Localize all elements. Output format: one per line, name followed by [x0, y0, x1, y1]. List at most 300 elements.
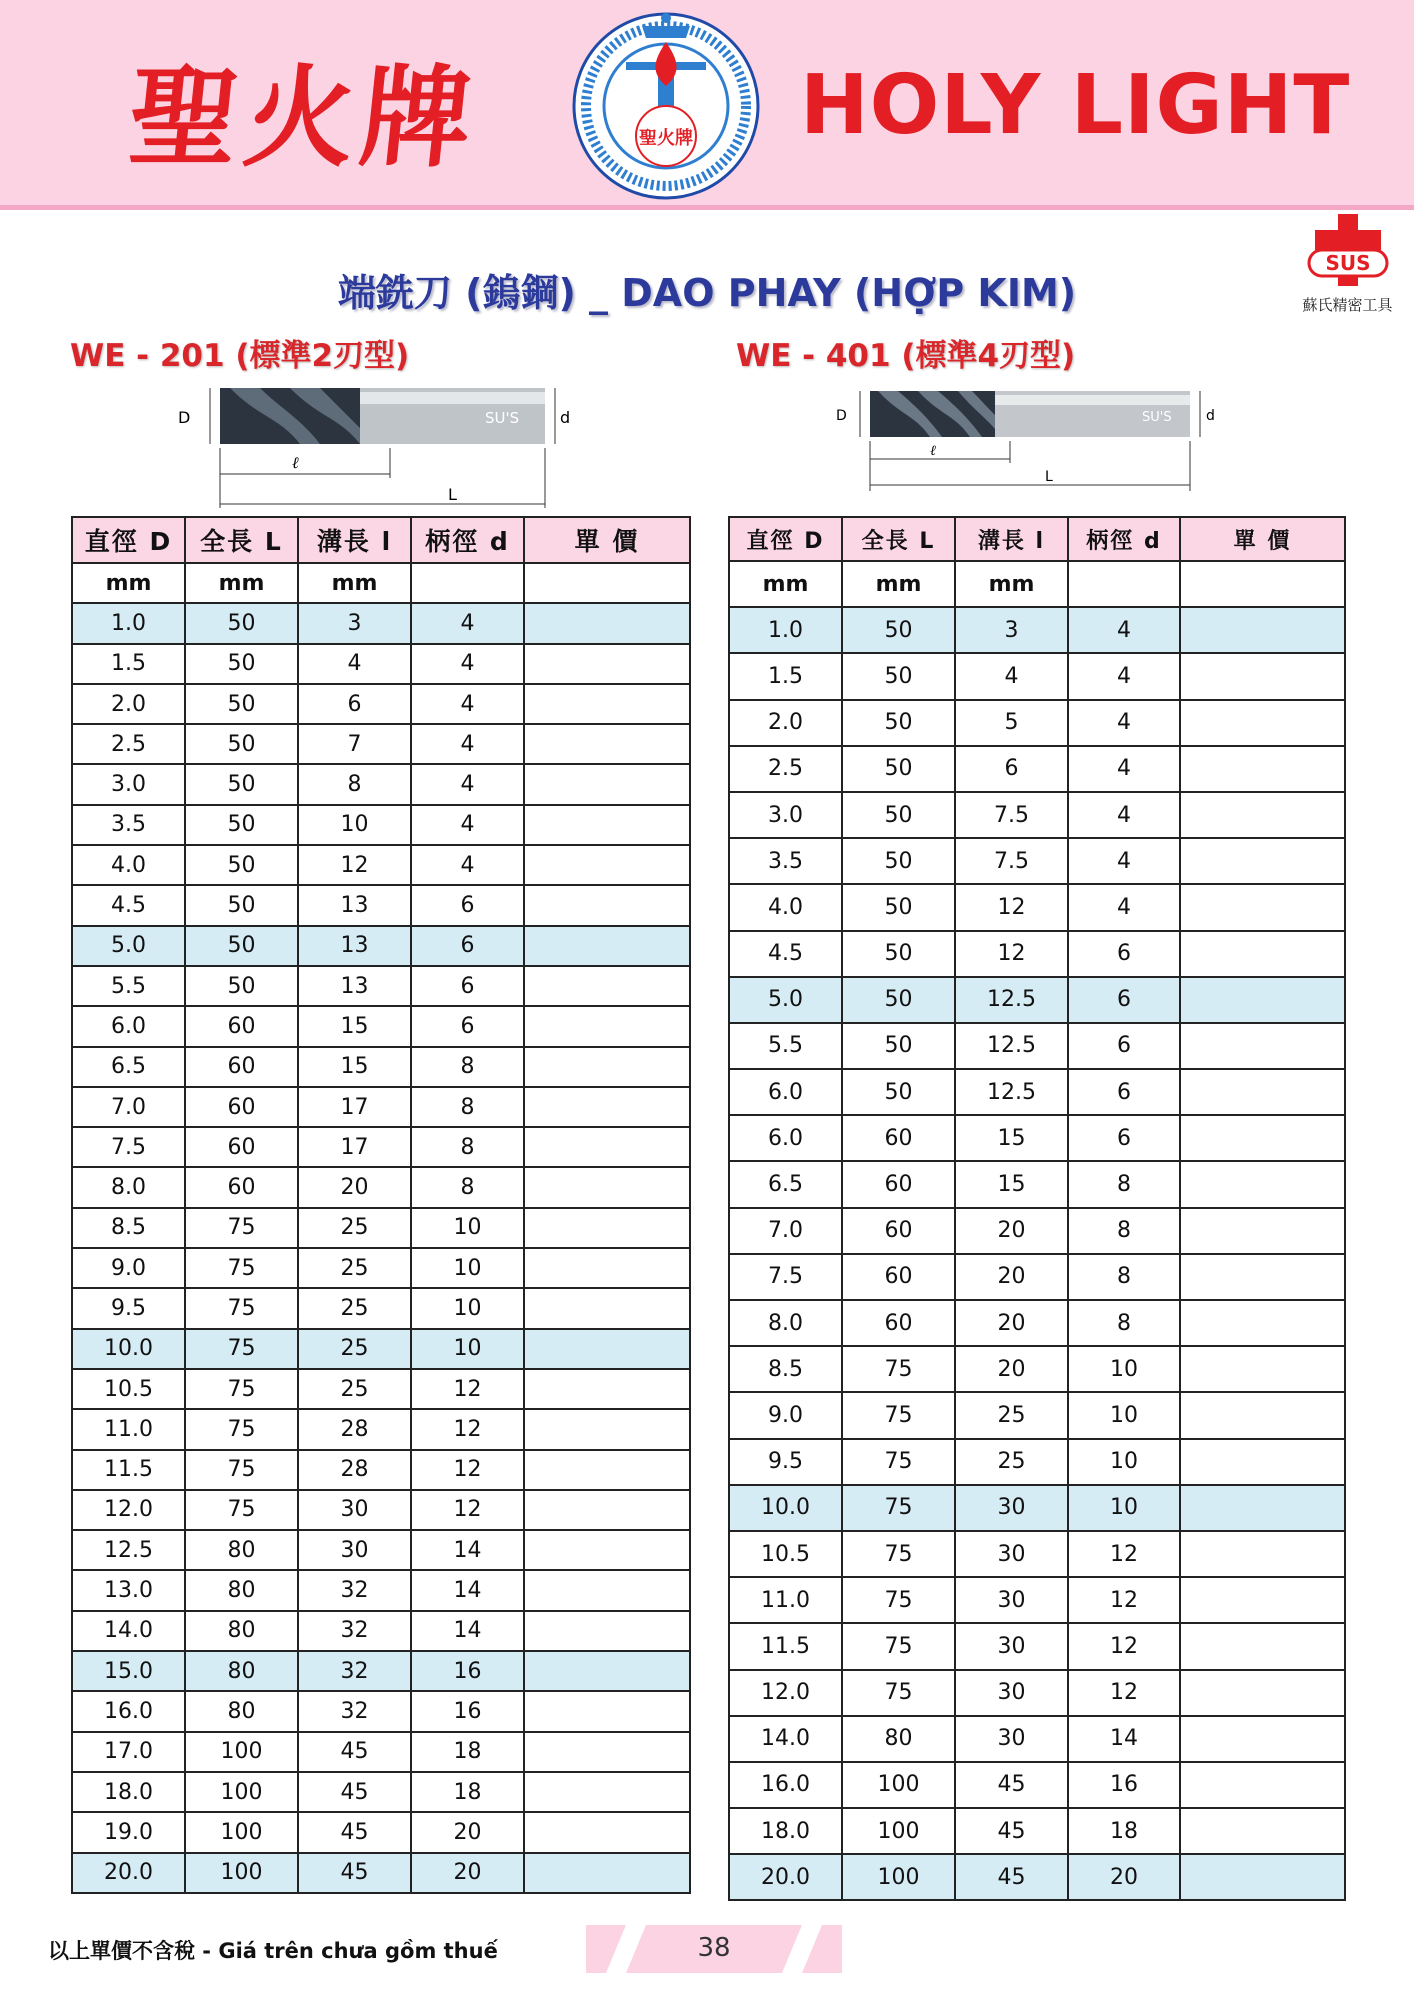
table-row: [729, 746, 1345, 792]
table-row: [72, 1288, 690, 1328]
price-cell: [1180, 607, 1345, 653]
dim-L-label: L: [448, 485, 457, 504]
length-cell: 60: [842, 1300, 955, 1346]
diameter-cell: 9.5: [729, 1439, 842, 1485]
table-row: [72, 885, 690, 925]
shank-cell: 4: [1068, 884, 1180, 930]
flute-length-cell: 12.5: [955, 1069, 1068, 1115]
table-row: [72, 1732, 690, 1772]
length-cell: 60: [185, 1047, 298, 1087]
brand-chinese-name: 聖火牌: [122, 53, 484, 182]
diameter-cell: 5.5: [729, 1023, 842, 1069]
unit-cell: mm: [842, 561, 955, 607]
shank-cell: 10: [411, 1248, 524, 1288]
flute-length-cell: 4: [955, 653, 1068, 699]
price-cell: [524, 1047, 690, 1087]
shank-cell: 4: [411, 805, 524, 845]
table-header-row: [72, 517, 690, 563]
flute-length-cell: 13: [298, 885, 411, 925]
we401-spec-table: [728, 516, 1346, 1901]
length-cell: 50: [185, 885, 298, 925]
flute-length-cell: 25: [298, 1288, 411, 1328]
shank-cell: 4: [411, 644, 524, 684]
shank-cell: 14: [411, 1611, 524, 1651]
length-cell: 50: [185, 805, 298, 845]
shank-cell: 14: [411, 1570, 524, 1610]
diameter-cell: 8.5: [72, 1208, 185, 1248]
diameter-cell: 16.0: [72, 1691, 185, 1731]
diameter-cell: 6.0: [72, 1006, 185, 1046]
shank-cell: 8: [411, 1127, 524, 1167]
brand-english-name: HOLY LIGHT: [800, 58, 1351, 153]
length-cell: 75: [185, 1248, 298, 1288]
price-cell: [524, 1208, 690, 1248]
diameter-cell: 13.0: [72, 1570, 185, 1610]
holy-light-emblem-icon: [566, 2, 766, 202]
table-row: [729, 1346, 1345, 1392]
diameter-cell: 12.0: [72, 1490, 185, 1530]
price-cell: [1180, 1577, 1345, 1623]
length-cell: 75: [842, 1346, 955, 1392]
shank-cell: 14: [1068, 1716, 1180, 1762]
flute-length-cell: 25: [298, 1329, 411, 1369]
length-cell: 60: [842, 1115, 955, 1161]
shank-cell: 16: [1068, 1762, 1180, 1808]
flute-length-cell: 30: [955, 1531, 1068, 1577]
table-row: [72, 1006, 690, 1046]
flute-length-cell: 30: [955, 1623, 1068, 1669]
table-row: [72, 1047, 690, 1087]
diameter-cell: 1.5: [729, 653, 842, 699]
diameter-cell: 10.5: [72, 1369, 185, 1409]
length-cell: 75: [185, 1490, 298, 1530]
diameter-cell: 20.0: [72, 1853, 185, 1893]
table-row: [729, 1439, 1345, 1485]
diameter-cell: 2.0: [72, 684, 185, 724]
length-cell: 50: [842, 700, 955, 746]
table-row: [729, 653, 1345, 699]
price-cell: [1180, 1716, 1345, 1762]
flute-length-cell: 12.5: [955, 1023, 1068, 1069]
diameter-cell: 10.5: [729, 1531, 842, 1577]
shank-cell: 4: [411, 845, 524, 885]
price-cell: [524, 1853, 690, 1893]
dim-L-label: L: [1045, 469, 1053, 485]
diameter-cell: 7.5: [72, 1127, 185, 1167]
shank-cell: 16: [411, 1691, 524, 1731]
shank-cell: 8: [1068, 1161, 1180, 1207]
flute-length-cell: 20: [955, 1346, 1068, 1392]
length-cell: 50: [185, 724, 298, 764]
dim-D-label: D: [836, 408, 847, 424]
price-cell: [524, 845, 690, 885]
length-cell: 75: [185, 1208, 298, 1248]
length-cell: 75: [185, 1329, 298, 1369]
diameter-cell: 2.5: [729, 746, 842, 792]
price-cell: [524, 644, 690, 684]
flute-length-cell: 12: [955, 931, 1068, 977]
shank-cell: 16: [411, 1651, 524, 1691]
table-row: [72, 1087, 690, 1127]
price-cell: [524, 1450, 690, 1490]
shank-cell: 8: [1068, 1208, 1180, 1254]
flute-length-cell: 30: [955, 1716, 1068, 1762]
emblem-text: 聖火牌: [639, 128, 693, 149]
shank-cell: 4: [1068, 792, 1180, 838]
diameter-cell: 8.0: [729, 1300, 842, 1346]
dim-d-label: d: [1206, 408, 1215, 424]
diameter-cell: 12.5: [72, 1530, 185, 1570]
we201-tool-diagram: [170, 378, 590, 513]
col-header-overall-length: 全長 L: [842, 517, 955, 561]
flute-length-cell: 5: [955, 700, 1068, 746]
diameter-cell: 16.0: [729, 1762, 842, 1808]
price-cell: [524, 1530, 690, 1570]
price-cell: [524, 885, 690, 925]
price-cell: [1180, 1069, 1345, 1115]
flute-length-cell: 32: [298, 1691, 411, 1731]
flute-length-cell: 20: [955, 1254, 1068, 1300]
length-cell: 100: [185, 1812, 298, 1852]
diameter-cell: 1.5: [72, 644, 185, 684]
table-row: [729, 931, 1345, 977]
price-cell: [1180, 1254, 1345, 1300]
price-cell: [524, 1127, 690, 1167]
price-cell: [524, 1732, 690, 1772]
diameter-cell: 20.0: [729, 1854, 842, 1900]
length-cell: 50: [842, 884, 955, 930]
length-cell: 50: [185, 644, 298, 684]
table-row: [72, 845, 690, 885]
shank-cell: 18: [1068, 1808, 1180, 1854]
diameter-cell: 3.0: [72, 764, 185, 804]
table-row: [72, 724, 690, 764]
table-row: [72, 926, 690, 966]
col-header-shank-diameter: 柄徑 d: [411, 517, 524, 563]
price-cell: [1180, 1346, 1345, 1392]
flute-length-cell: 25: [298, 1208, 411, 1248]
price-cell: [1180, 1854, 1345, 1900]
table-row: [72, 1570, 690, 1610]
price-cell: [524, 1409, 690, 1449]
flute-length-cell: 10: [298, 805, 411, 845]
diameter-cell: 5.0: [72, 926, 185, 966]
price-cell: [524, 724, 690, 764]
flute-length-cell: 28: [298, 1409, 411, 1449]
price-cell: [1180, 1762, 1345, 1808]
table-row: [72, 1611, 690, 1651]
page-number: 38: [697, 1933, 731, 1963]
diameter-cell: 18.0: [729, 1808, 842, 1854]
shank-cell: 12: [1068, 1670, 1180, 1716]
price-cell: [524, 1329, 690, 1369]
price-cell: [524, 1651, 690, 1691]
price-cell: [1180, 792, 1345, 838]
table-row: [729, 1300, 1345, 1346]
diameter-cell: 15.0: [72, 1651, 185, 1691]
length-cell: 80: [185, 1570, 298, 1610]
table-row: [729, 1392, 1345, 1438]
price-cell: [1180, 700, 1345, 746]
table-row: [729, 1023, 1345, 1069]
diameter-cell: 8.0: [72, 1167, 185, 1207]
flute-length-cell: 20: [955, 1300, 1068, 1346]
diameter-cell: 3.5: [729, 838, 842, 884]
price-cell: [524, 1248, 690, 1288]
shank-cell: 10: [1068, 1485, 1180, 1531]
length-cell: 60: [185, 1006, 298, 1046]
length-cell: 60: [185, 1167, 298, 1207]
flute-length-cell: 3: [298, 603, 411, 643]
flute-length-cell: 30: [955, 1577, 1068, 1623]
diameter-cell: 3.0: [729, 792, 842, 838]
flute-length-cell: 6: [955, 746, 1068, 792]
col-header-diameter: 直徑 D: [72, 517, 185, 563]
shank-cell: 10: [411, 1288, 524, 1328]
price-cell: [1180, 931, 1345, 977]
table-row: [72, 1208, 690, 1248]
length-cell: 50: [842, 792, 955, 838]
table-row: [729, 977, 1345, 1023]
shank-cell: 4: [1068, 607, 1180, 653]
length-cell: 100: [842, 1808, 955, 1854]
shank-cell: 8: [411, 1047, 524, 1087]
we201-table-body: [72, 563, 690, 1893]
price-cell: [1180, 977, 1345, 1023]
page-title: 端銑刀 (鎢鋼) _ DAO PHAY (HỢP KIM): [337, 271, 1077, 315]
price-cell: [1180, 838, 1345, 884]
length-cell: 75: [185, 1288, 298, 1328]
unit-cell: mm: [955, 561, 1068, 607]
table-row: [729, 1623, 1345, 1669]
flute-length-cell: 45: [298, 1853, 411, 1893]
price-cell: [1180, 1531, 1345, 1577]
shank-cell: 4: [1068, 700, 1180, 746]
diameter-cell: 1.0: [72, 603, 185, 643]
table-row: [72, 1651, 690, 1691]
diameter-cell: 4.0: [729, 884, 842, 930]
shank-cell: 12: [411, 1490, 524, 1530]
length-cell: 50: [842, 977, 955, 1023]
price-cell: [524, 1570, 690, 1610]
shank-cell: 10: [411, 1329, 524, 1369]
flute-length-cell: 7.5: [955, 838, 1068, 884]
shank-cell: 18: [411, 1772, 524, 1812]
flute-length-cell: 13: [298, 966, 411, 1006]
table-row: [72, 1409, 690, 1449]
length-cell: 60: [185, 1087, 298, 1127]
price-cell: [524, 603, 690, 643]
length-cell: 60: [842, 1208, 955, 1254]
dim-l-label: ℓ: [930, 443, 936, 459]
flute-length-cell: 4: [298, 644, 411, 684]
price-cell: [524, 1772, 690, 1812]
table-row: [729, 607, 1345, 653]
flute-length-cell: 32: [298, 1651, 411, 1691]
table-row: [72, 1450, 690, 1490]
flute-length-cell: 25: [955, 1392, 1068, 1438]
length-cell: 75: [842, 1439, 955, 1485]
table-row: [72, 1812, 690, 1852]
table-row: [72, 1167, 690, 1207]
table-row: [72, 966, 690, 1006]
table-row: [729, 1161, 1345, 1207]
we201-subtitle: WE - 201 (標準2刃型): [70, 338, 410, 374]
diameter-cell: 7.5: [729, 1254, 842, 1300]
flute-length-cell: 15: [955, 1161, 1068, 1207]
shank-cell: 18: [411, 1732, 524, 1772]
flute-length-cell: 20: [955, 1208, 1068, 1254]
shank-cell: 20: [1068, 1854, 1180, 1900]
price-cell: [524, 1006, 690, 1046]
diameter-cell: 5.5: [72, 966, 185, 1006]
table-row: [729, 1115, 1345, 1161]
length-cell: 75: [842, 1531, 955, 1577]
flute-length-cell: 28: [298, 1450, 411, 1490]
sus-mark-text: SUS: [1324, 251, 1371, 275]
flute-length-cell: 30: [298, 1530, 411, 1570]
length-cell: 80: [185, 1611, 298, 1651]
shank-cell: 20: [411, 1853, 524, 1893]
price-cell: [524, 684, 690, 724]
diameter-cell: 9.0: [729, 1392, 842, 1438]
shank-cell: 8: [411, 1167, 524, 1207]
length-cell: 75: [842, 1577, 955, 1623]
table-row: [72, 644, 690, 684]
shank-cell: 12: [411, 1409, 524, 1449]
length-cell: 50: [842, 838, 955, 884]
flute-length-cell: 32: [298, 1570, 411, 1610]
table-row: [729, 1208, 1345, 1254]
shank-cell: 6: [1068, 931, 1180, 977]
flute-length-cell: 45: [955, 1854, 1068, 1900]
table-row: [729, 700, 1345, 746]
diameter-cell: 7.0: [729, 1208, 842, 1254]
length-cell: 100: [185, 1772, 298, 1812]
shank-cell: 12: [411, 1450, 524, 1490]
price-cell: [1180, 1808, 1345, 1854]
length-cell: 50: [842, 607, 955, 653]
dim-D-label: D: [178, 408, 191, 427]
unit-cell: [1180, 561, 1345, 607]
price-cell: [1180, 1023, 1345, 1069]
unit-cell: mm: [72, 563, 185, 603]
unit-cell: mm: [729, 561, 842, 607]
shank-cell: 10: [411, 1208, 524, 1248]
price-cell: [524, 926, 690, 966]
diameter-cell: 2.5: [72, 724, 185, 764]
price-cell: [1180, 1161, 1345, 1207]
diameter-cell: 2.0: [729, 700, 842, 746]
flute-length-cell: 25: [298, 1248, 411, 1288]
shank-cell: 8: [1068, 1300, 1180, 1346]
we401-table-body: [729, 561, 1345, 1900]
col-header-flute-length: 溝長 l: [955, 517, 1068, 561]
price-cell: [524, 1369, 690, 1409]
shank-cell: 12: [1068, 1531, 1180, 1577]
shank-cell: 12: [1068, 1577, 1180, 1623]
length-cell: 75: [842, 1670, 955, 1716]
col-header-shank-diameter: 柄徑 d: [1068, 517, 1180, 561]
flute-length-cell: 32: [298, 1611, 411, 1651]
table-row: [729, 1808, 1345, 1854]
length-cell: 75: [185, 1409, 298, 1449]
flute-length-cell: 7.5: [955, 792, 1068, 838]
table-row: [72, 1772, 690, 1812]
table-row: [729, 1577, 1345, 1623]
shank-cell: 6: [411, 885, 524, 925]
length-cell: 80: [185, 1530, 298, 1570]
price-cell: [524, 1611, 690, 1651]
tool-brand-text: SU'S: [1142, 410, 1172, 425]
flute-length-cell: 30: [955, 1670, 1068, 1716]
flute-length-cell: 45: [955, 1808, 1068, 1854]
diameter-cell: 11.5: [729, 1623, 842, 1669]
length-cell: 50: [185, 684, 298, 724]
col-header-unit-price: 單 價: [524, 517, 690, 563]
price-cell: [524, 1087, 690, 1127]
col-header-flute-length: 溝長 l: [298, 517, 411, 563]
shank-cell: 6: [1068, 1069, 1180, 1115]
col-header-unit-price: 單 價: [1180, 517, 1345, 561]
length-cell: 75: [842, 1485, 955, 1531]
units-row: [729, 561, 1345, 607]
unit-cell: [1068, 561, 1180, 607]
price-cell: [524, 1167, 690, 1207]
table-row: [72, 1853, 690, 1893]
length-cell: 50: [185, 764, 298, 804]
diameter-cell: 4.5: [72, 885, 185, 925]
price-cell: [1180, 1623, 1345, 1669]
diameter-cell: 7.0: [72, 1087, 185, 1127]
table-row: [729, 792, 1345, 838]
table-row: [729, 1762, 1345, 1808]
flute-length-cell: 17: [298, 1087, 411, 1127]
diameter-cell: 4.0: [72, 845, 185, 885]
units-row: [72, 563, 690, 603]
length-cell: 75: [185, 1369, 298, 1409]
price-cell: [1180, 653, 1345, 699]
table-header-row: [729, 517, 1345, 561]
dim-l-label: ℓ: [292, 453, 299, 472]
we401-tool-diagram: [830, 385, 1240, 495]
length-cell: 100: [842, 1854, 955, 1900]
table-row: [72, 684, 690, 724]
flute-length-cell: 3: [955, 607, 1068, 653]
table-row: [72, 764, 690, 804]
flute-length-cell: 17: [298, 1127, 411, 1167]
shank-cell: 6: [1068, 977, 1180, 1023]
length-cell: 80: [185, 1691, 298, 1731]
price-cell: [1180, 884, 1345, 930]
length-cell: 60: [842, 1161, 955, 1207]
table-row: [729, 838, 1345, 884]
diameter-cell: 6.0: [729, 1069, 842, 1115]
table-row: [729, 1069, 1345, 1115]
shank-cell: 4: [1068, 746, 1180, 792]
diameter-cell: 1.0: [729, 607, 842, 653]
length-cell: 50: [185, 926, 298, 966]
flute-length-cell: 12: [298, 845, 411, 885]
diameter-cell: 10.0: [72, 1329, 185, 1369]
flute-length-cell: 13: [298, 926, 411, 966]
shank-cell: 6: [1068, 1023, 1180, 1069]
tool-brand-text: SU'S: [485, 409, 520, 427]
diameter-cell: 8.5: [729, 1346, 842, 1392]
table-row: [72, 805, 690, 845]
flute-length-cell: 30: [955, 1485, 1068, 1531]
diameter-cell: 6.5: [72, 1047, 185, 1087]
